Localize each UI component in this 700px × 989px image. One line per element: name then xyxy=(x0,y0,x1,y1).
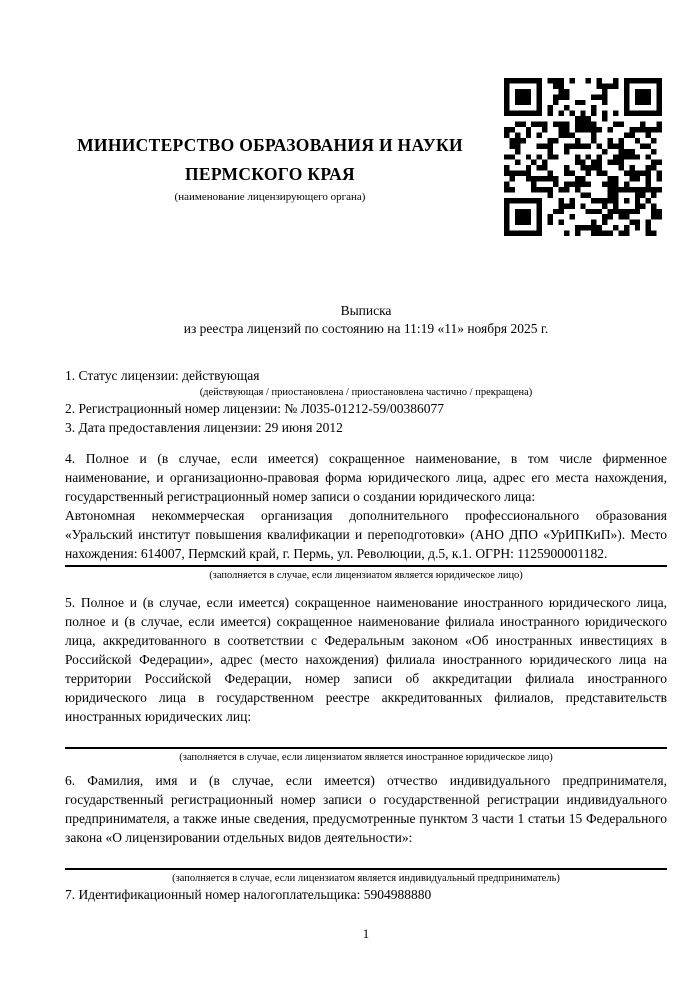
foreign-entity-fill-line xyxy=(65,747,667,749)
licensing-authority-caption: (наименование лицензирующего органа) xyxy=(174,191,366,203)
document-title-line1: Выписка xyxy=(340,303,392,318)
ministry-name-line2: ПЕРМСКОГО КРАЯ xyxy=(185,164,355,184)
section-legal-entity xyxy=(65,449,667,582)
licensing-authority-header xyxy=(40,131,500,204)
document-title-line2: из реестра лицензий по состоянию на 11:19 «11» ноября 2025 г. xyxy=(183,320,549,336)
document-body xyxy=(65,366,667,904)
legal-entity-fill-line xyxy=(65,565,667,567)
section-foreign-entity xyxy=(65,593,667,764)
document-title xyxy=(65,302,667,337)
foreign-entity-label: 5. Полное и (в случае, если имеется) сокращенное наименование иностранного юридического лица, полное и (в случае, если имеется) сокращенное наименование филиала иностранного юридического лица, аккредитованного в соответствии с Федеральным законом «Об иностранных инвестициях в Российской Федерации», адрес (место нахождения) филиала иностранного юридического лица на территории Российской Федерации, номер записи об аккредитации филиала иностранного юридического лица в государственном реестре аккредитованных филиалов, представительств иностранных юридических лиц: xyxy=(65,595,667,724)
legal-entity-label: 4. Полное и (в случае, если имеется) сокращенное наименование, в том числе фирменное наименование, и организационно-правовая форма юридического лица, адрес его места нахождения, государственный регистрационный номер записи о создании юридического лица: xyxy=(65,451,667,504)
qr-code xyxy=(504,78,662,236)
section-entrepreneur xyxy=(65,771,667,885)
page-number: 1 xyxy=(362,926,370,941)
legal-entity-value: Автономная некоммерческая организация дополнительного профессионального образования «Уральский институт повышения квалификации и переподготовки» (АНО ДПО «УрИПКиП»). Место нахождения: 614007, Пермский край, г. Пермь, ул. Революции, д.5, к.1. ОГРН: 1125900001182. xyxy=(65,508,667,561)
item-taxpayer-number: 7. Идентификационный номер налогоплательщика: 5904988880 xyxy=(65,887,432,902)
legal-entity-caption: (заполняется в случае, если лицензиатом является юридическое лицо) xyxy=(209,570,523,581)
item-license-status: 1. Статус лицензии: действующая xyxy=(65,368,260,383)
entrepreneur-label: 6. Фамилия, имя и (в случае, если имеется) отчество индивидуального предпринимателя, государственный регистрационный номер записи о государственной регистрации индивидуального предпринимателя, а также иные сведения, предусмотренные пунктом 3 части 1 статьи 15 Федерального закона «О лицензировании отдельных видов деятельности»: xyxy=(65,773,667,845)
foreign-entity-empty-value xyxy=(65,726,667,745)
item-registration-number: 2. Регистрационный номер лицензии: № Л035-01212-59/00386077 xyxy=(65,401,445,416)
license-status-options-caption: (действующая / приостановлена / приостановлена частично / прекращена) xyxy=(199,387,533,398)
item-grant-date: 3. Дата предоставления лицензии: 29 июня 2012 xyxy=(65,420,343,435)
foreign-entity-caption: (заполняется в случае, если лицензиатом является иностранное юридическое лицо) xyxy=(179,752,553,763)
entrepreneur-fill-line xyxy=(65,868,667,870)
entrepreneur-empty-value xyxy=(65,847,667,866)
ministry-name-line1: МИНИСТЕРСТВО ОБРАЗОВАНИЯ И НАУКИ xyxy=(77,135,463,155)
entrepreneur-caption: (заполняется в случае, если лицензиатом является индивидуальный предприниматель) xyxy=(172,873,560,884)
